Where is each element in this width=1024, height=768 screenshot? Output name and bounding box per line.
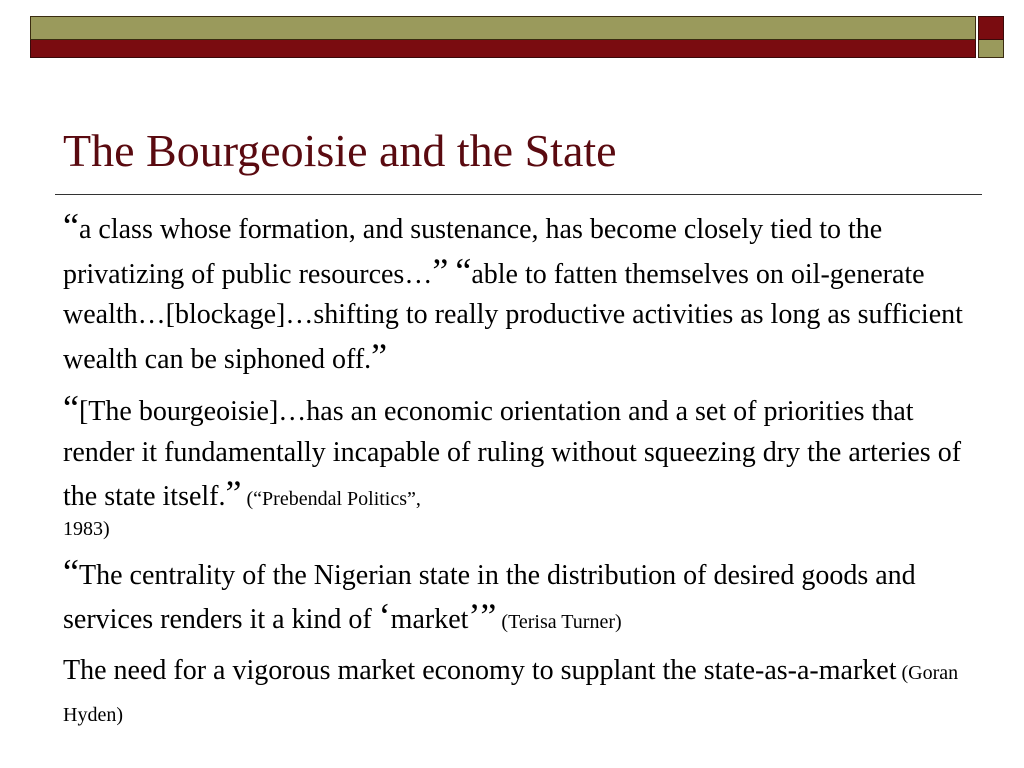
citation-source: Prebendal Politics xyxy=(262,488,408,510)
slide-title: The Bourgeoisie and the State xyxy=(63,125,617,176)
close-quote-mark: ” xyxy=(371,335,388,376)
open-quote-mark: “ xyxy=(63,388,79,428)
citation-open: (“ xyxy=(241,488,263,510)
statement-paragraph-4 xyxy=(63,651,963,736)
open-quote-mark: “ xyxy=(455,250,472,291)
close-quote-mark: ” xyxy=(225,473,242,513)
inner-close-quote: ’ xyxy=(468,596,481,636)
quote-paragraph-2 xyxy=(63,388,963,544)
open-quote-mark: “ xyxy=(63,206,79,246)
citation-author: (Goran Hyden) xyxy=(63,661,959,726)
quote-text: The centrality of the Nigerian state in the distribution of desired goods and services renders it a kind of xyxy=(63,559,916,635)
header-square-maroon xyxy=(978,16,1004,40)
open-quote-mark: “ xyxy=(63,551,79,592)
inner-open-quote: ‘ xyxy=(378,596,391,636)
header-bar-olive xyxy=(30,16,976,40)
quoted-word: market xyxy=(390,604,469,635)
header-square-olive xyxy=(978,40,1004,58)
header-bar-maroon xyxy=(30,40,976,58)
citation-close: ”, xyxy=(407,488,421,510)
close-quote-mark: ” xyxy=(432,250,449,291)
statement-text: The need for a vigorous market economy to supplant the state-as-a-market xyxy=(63,654,897,686)
quote-text: a class whose formation, and sustenance, has become closely tied to the privatizing of public resources… xyxy=(63,214,883,290)
citation-year: 1983) xyxy=(63,517,110,540)
title-divider xyxy=(55,194,982,195)
quote-paragraph-3 xyxy=(63,552,963,643)
close-quote-mark: ” xyxy=(480,596,497,636)
slide-body xyxy=(63,206,963,744)
citation-author: (Terisa Turner) xyxy=(496,611,622,633)
quote-text: [The bourgeoisie]…has an economic orientation and a set of priorities that render it fundamentally incapable of ruling without squeezing dry the arteries of the state itself. xyxy=(63,396,962,512)
quote-paragraph-1 xyxy=(63,206,963,380)
quote-text: able to fatten themselves on oil-generate wealth…[blockage]…shifting to really productive activities as long as sufficient wealth can be siphoned off. xyxy=(63,258,963,375)
